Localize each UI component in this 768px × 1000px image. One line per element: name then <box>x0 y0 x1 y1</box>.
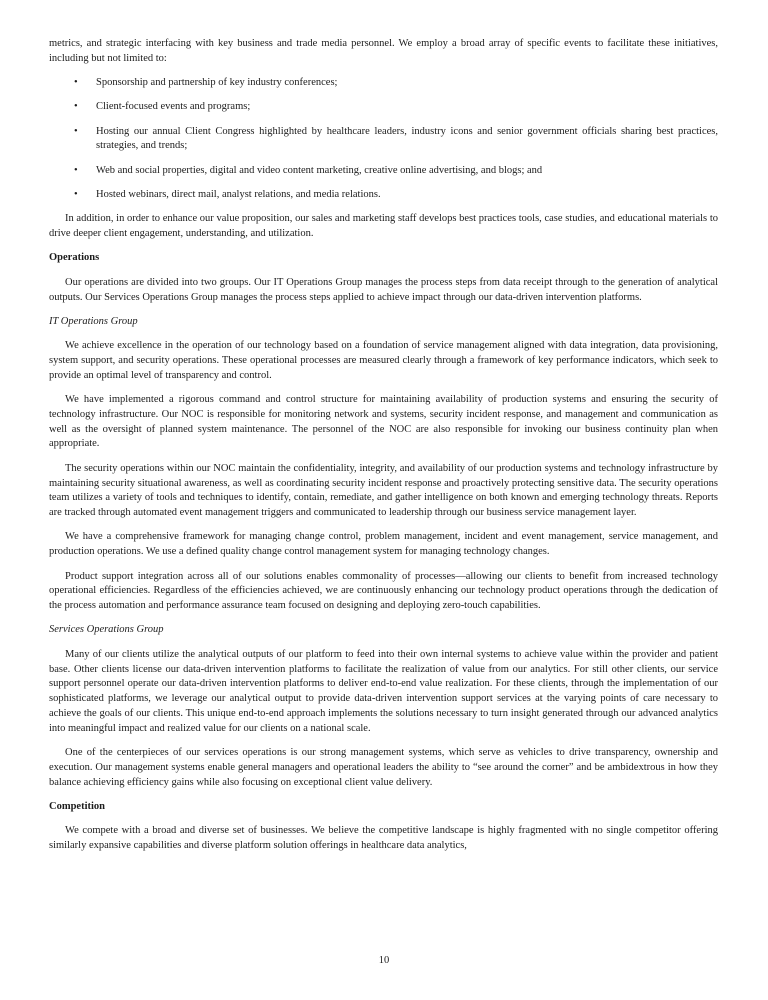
it-operations-paragraph: We achieve excellence in the operation of our technology based on a foundation of service management aligned with data integration, data provisioning, system support, and security operations. These operational processes are measured clearly through a framework of key performance indicators, which seek to provide an optimal level of transparency and control. <box>49 340 718 381</box>
services-operations-paragraph: One of the centerpieces of our services operations is our strong management systems, which serve as vehicles to drive transparency, ownership and execution. Our management systems enable general managers and operational leaders the ability to “see around the corner” and be ambidextrous in how they balance achieving efficiency gains while also focusing on exceptional client value delivery. <box>49 746 718 788</box>
page-content <box>49 37 718 863</box>
bullet-marker: • <box>74 101 78 113</box>
bullet-item <box>49 100 718 115</box>
services-operations-paragraph: Many of our clients utilize the analytical outputs of our platform to feed into their own internal systems to achieve value within the provider and patient base. Other clients license our data-driven intervention platforms to facilitate the realization of value from our analytics. For still other clients, our service support personnel operate our data-driven intervention platforms to deliver end-to-end value realization. For these clients, through the implementation of our sophisticated platforms, we leverage our analytical output to provide data-driven intervention support services at the varying points of care necessary to achieve the goals of our clients. This unique end-to-end approach implements the solutions necessary to turn insight generated through our advanced analytics into meaningful impact and realized value for our clients on a national scale. <box>49 648 718 734</box>
continuation-paragraph: metrics, and strategic interfacing with key business and trade media personnel. We employ a broad array of specific events to facilitate these initiatives, including but not limited to: <box>49 38 718 64</box>
section-heading-operations: Operations <box>49 252 100 264</box>
bullet-text: Hosting our annual Client Congress highlighted by healthcare leaders, industry icons and senior government officials sharing best practices, strategies, and trends; <box>96 125 718 152</box>
section-heading-competition: Competition <box>49 800 105 812</box>
bullet-item <box>49 76 718 91</box>
bullet-text: Web and social properties, digital and video content marketing, creative online advertising, and blogs; and <box>96 164 543 176</box>
bullet-text: Hosted webinars, direct mail, analyst relations, and media relations. <box>96 189 381 201</box>
it-operations-paragraph: We have implemented a rigorous command and control structure for maintaining availability of production systems and ensuring the security of technology infrastructure. Our NOC is responsible for monitoring network and systems, security incident response, and management and communication as well as the oversight of planned system maintenance. The personnel of the NOC are also responsible for invoking our business continuity plan when appropriate. <box>49 394 718 450</box>
bullet-item <box>49 125 718 155</box>
bullet-marker: • <box>74 125 78 137</box>
bullet-marker: • <box>74 77 78 89</box>
bullet-list <box>49 76 718 203</box>
page-number: 10 <box>378 955 390 966</box>
bullet-item <box>49 164 718 179</box>
bullet-text: Client-focused events and programs; <box>96 101 251 113</box>
subsection-heading-it-operations-group: IT Operations Group <box>49 315 138 327</box>
it-operations-paragraph: Product support integration across all of our solutions enables commonality of processes—allowing our clients to benefit from increased technology operational efficiencies. Regardless of the efficiencies achieved, we are continuously enhancing our technology product operations through the dedication of the process automation and performance assurance team focused on designing and deploying zero-touch capabilities. <box>49 570 718 612</box>
bullet-marker: • <box>74 189 78 201</box>
competition-paragraph: We compete with a broad and diverse set of businesses. We believe the competitive landscape is highly fragmented with no single competitor offering similarly expansive capabilities and diverse platform solution offerings in healthcare data analytics, <box>49 825 718 851</box>
it-operations-paragraph: We have a comprehensive framework for managing change control, problem management, incident and event management, service management, and production operations. We use a defined quality change control management system for managing technology changes. <box>49 531 718 558</box>
after-bullets-paragraph: In addition, in order to enhance our value proposition, our sales and marketing staff develops best practices tools, case studies, and educational materials to drive deeper client engagement, understanding, and utilization. <box>49 213 718 240</box>
bullet-item <box>49 188 718 203</box>
bullet-marker: • <box>74 164 78 176</box>
subsection-heading-services-operations-group: Services Operations Group <box>49 624 164 636</box>
bullet-text: Sponsorship and partnership of key industry conferences; <box>96 77 338 89</box>
operations-intro-paragraph: Our operations are divided into two groups. Our IT Operations Group manages the process steps from data receipt through to the generation of analytical outputs. Our Services Operations Group manages the process steps applied to achieve impact through our data-driven intervention platforms. <box>49 276 718 303</box>
it-operations-paragraph: The security operations within our NOC maintain the confidentiality, integrity, and availability of our production systems and technology infrastructure by maintaining security situational awareness, as well as coordinating security incident response and proactively protecting sensitive data. The security operations team utilizes a variety of tools and techniques to identify, contain, remediate, and gather intelligence on both known and emerging technology threats. Reports are tracked through automated event management triggers and communicated to leadership through our business service management layer. <box>49 462 718 519</box>
